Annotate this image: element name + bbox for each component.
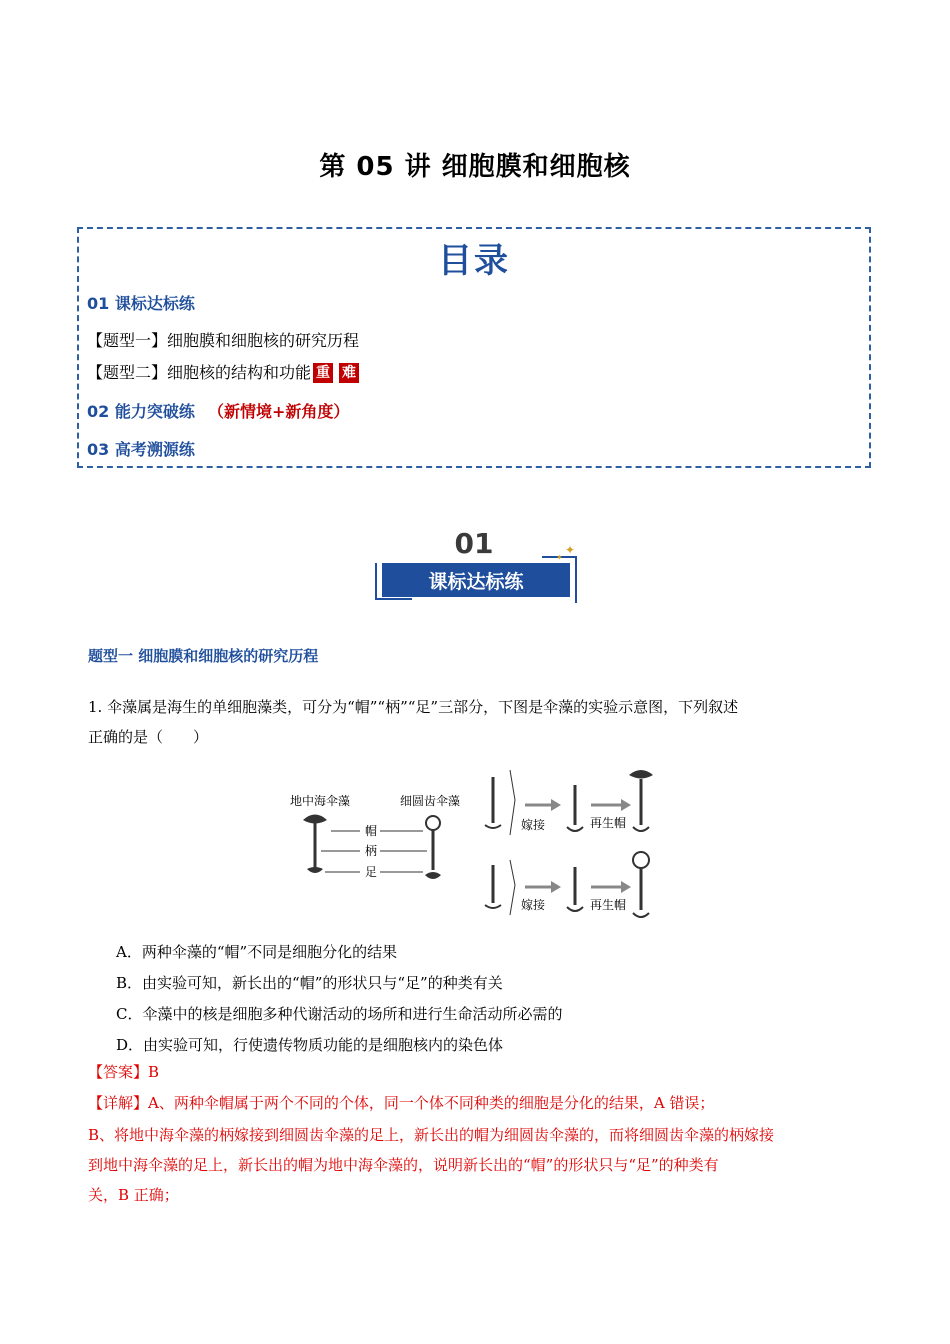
arrow-icon — [551, 881, 561, 893]
toc-section-3[interactable] — [87, 437, 195, 460]
question-stem — [88, 692, 863, 752]
acetabularia-diagram — [285, 765, 665, 925]
banner-number: 01 — [454, 527, 494, 560]
option-d[interactable]: D．由实验可知，行使遗传物质功能的是细胞核内的染色体 — [116, 1036, 504, 1054]
option-a[interactable]: A．两种伞藻的“帽”不同是细胞分化的结果 — [116, 943, 398, 961]
toc-box — [77, 227, 871, 468]
label-foot: 足 — [365, 865, 378, 879]
arrow-icon — [621, 881, 631, 893]
option-c[interactable]: C．伞藻中的核是细胞多种代谢活动的场所和进行生命活动所必需的 — [116, 1005, 563, 1023]
label-regrow-1: 再生帽 — [590, 816, 627, 830]
question-line-1: 1. 伞藻属是海生的单细胞藻类，可分为“帽”“柄”“足”三部分，下图是伞藻的实验示意图，下列叙述 — [88, 698, 739, 716]
label-graft-2: 嫁接 — [521, 898, 546, 912]
difficult-badge: 难 — [339, 363, 359, 383]
right-plant-foot — [425, 872, 441, 879]
question-line-2: 正确的是（ ） — [88, 728, 209, 746]
label-graft-1: 嫁接 — [521, 818, 546, 832]
label-regrow-2: 再生帽 — [590, 898, 627, 912]
section-heading: 题型一 细胞膜和细胞核的研究历程 — [88, 647, 319, 665]
label-cap: 帽 — [365, 824, 378, 838]
detail-line-1: 【详解】A、两种伞帽属于两个不同的个体，同一个体不同种类的细胞是分化的结果，A 错误； — [88, 1094, 715, 1112]
option-b[interactable]: B．由实验可知，新长出的“帽”的形状只与“足”的种类有关 — [116, 974, 503, 992]
left-plant-cap — [303, 815, 327, 824]
left-plant-foot — [307, 867, 323, 873]
key-point-badge: 重 — [313, 363, 333, 383]
toc-section-3-label: 03 高考溯源练 — [87, 440, 195, 459]
section-banner — [372, 525, 582, 607]
label-left-species: 地中海伞藻 — [290, 794, 351, 808]
page-title: 第 05 讲 细胞膜和细胞核 — [319, 152, 631, 182]
right-plant-cap — [426, 816, 440, 830]
toc-section-2-label: 02 能力突破练 — [87, 402, 195, 421]
banner-label: 课标达标练 — [428, 571, 524, 593]
toc-item-1-label: 【题型一】细胞膜和细胞核的研究历程 — [87, 331, 360, 350]
label-right-species: 细圆齿伞藻 — [400, 794, 461, 808]
answer-line: 【答案】B — [88, 1063, 160, 1081]
arrow-icon — [551, 799, 561, 811]
detail-line-4: 关，B 正确； — [88, 1186, 179, 1204]
arrow-icon — [621, 799, 631, 811]
toc-section-2-note: （新情境+新角度） — [207, 402, 350, 421]
toc-section-1-label: 01 课标达标练 — [87, 294, 195, 313]
toc-heading: 目录 — [438, 241, 510, 281]
label-stalk: 柄 — [365, 844, 378, 858]
detail-line-2: B、将地中海伞藻的柄嫁接到细圆齿伞藻的足上，新长出的帽为细圆齿伞藻的，而将细圆齿伞藻的柄嫁接 — [88, 1126, 775, 1144]
sparkle-icon: ✦ — [565, 543, 576, 557]
toc-item-1[interactable] — [87, 328, 359, 351]
toc-section-2[interactable] — [87, 399, 349, 422]
toc-item-2-label: 【题型二】细胞核的结构和功能 — [87, 363, 312, 382]
sparkle-icon-small: ✦ — [556, 553, 563, 562]
toc-item-2[interactable] — [87, 360, 359, 383]
detail-line-3: 到地中海伞藻的足上，新长出的帽为地中海伞藻的，说明新长出的“帽”的形状只与“足”的种类有 — [88, 1156, 719, 1174]
toc-section-1[interactable] — [87, 291, 195, 314]
